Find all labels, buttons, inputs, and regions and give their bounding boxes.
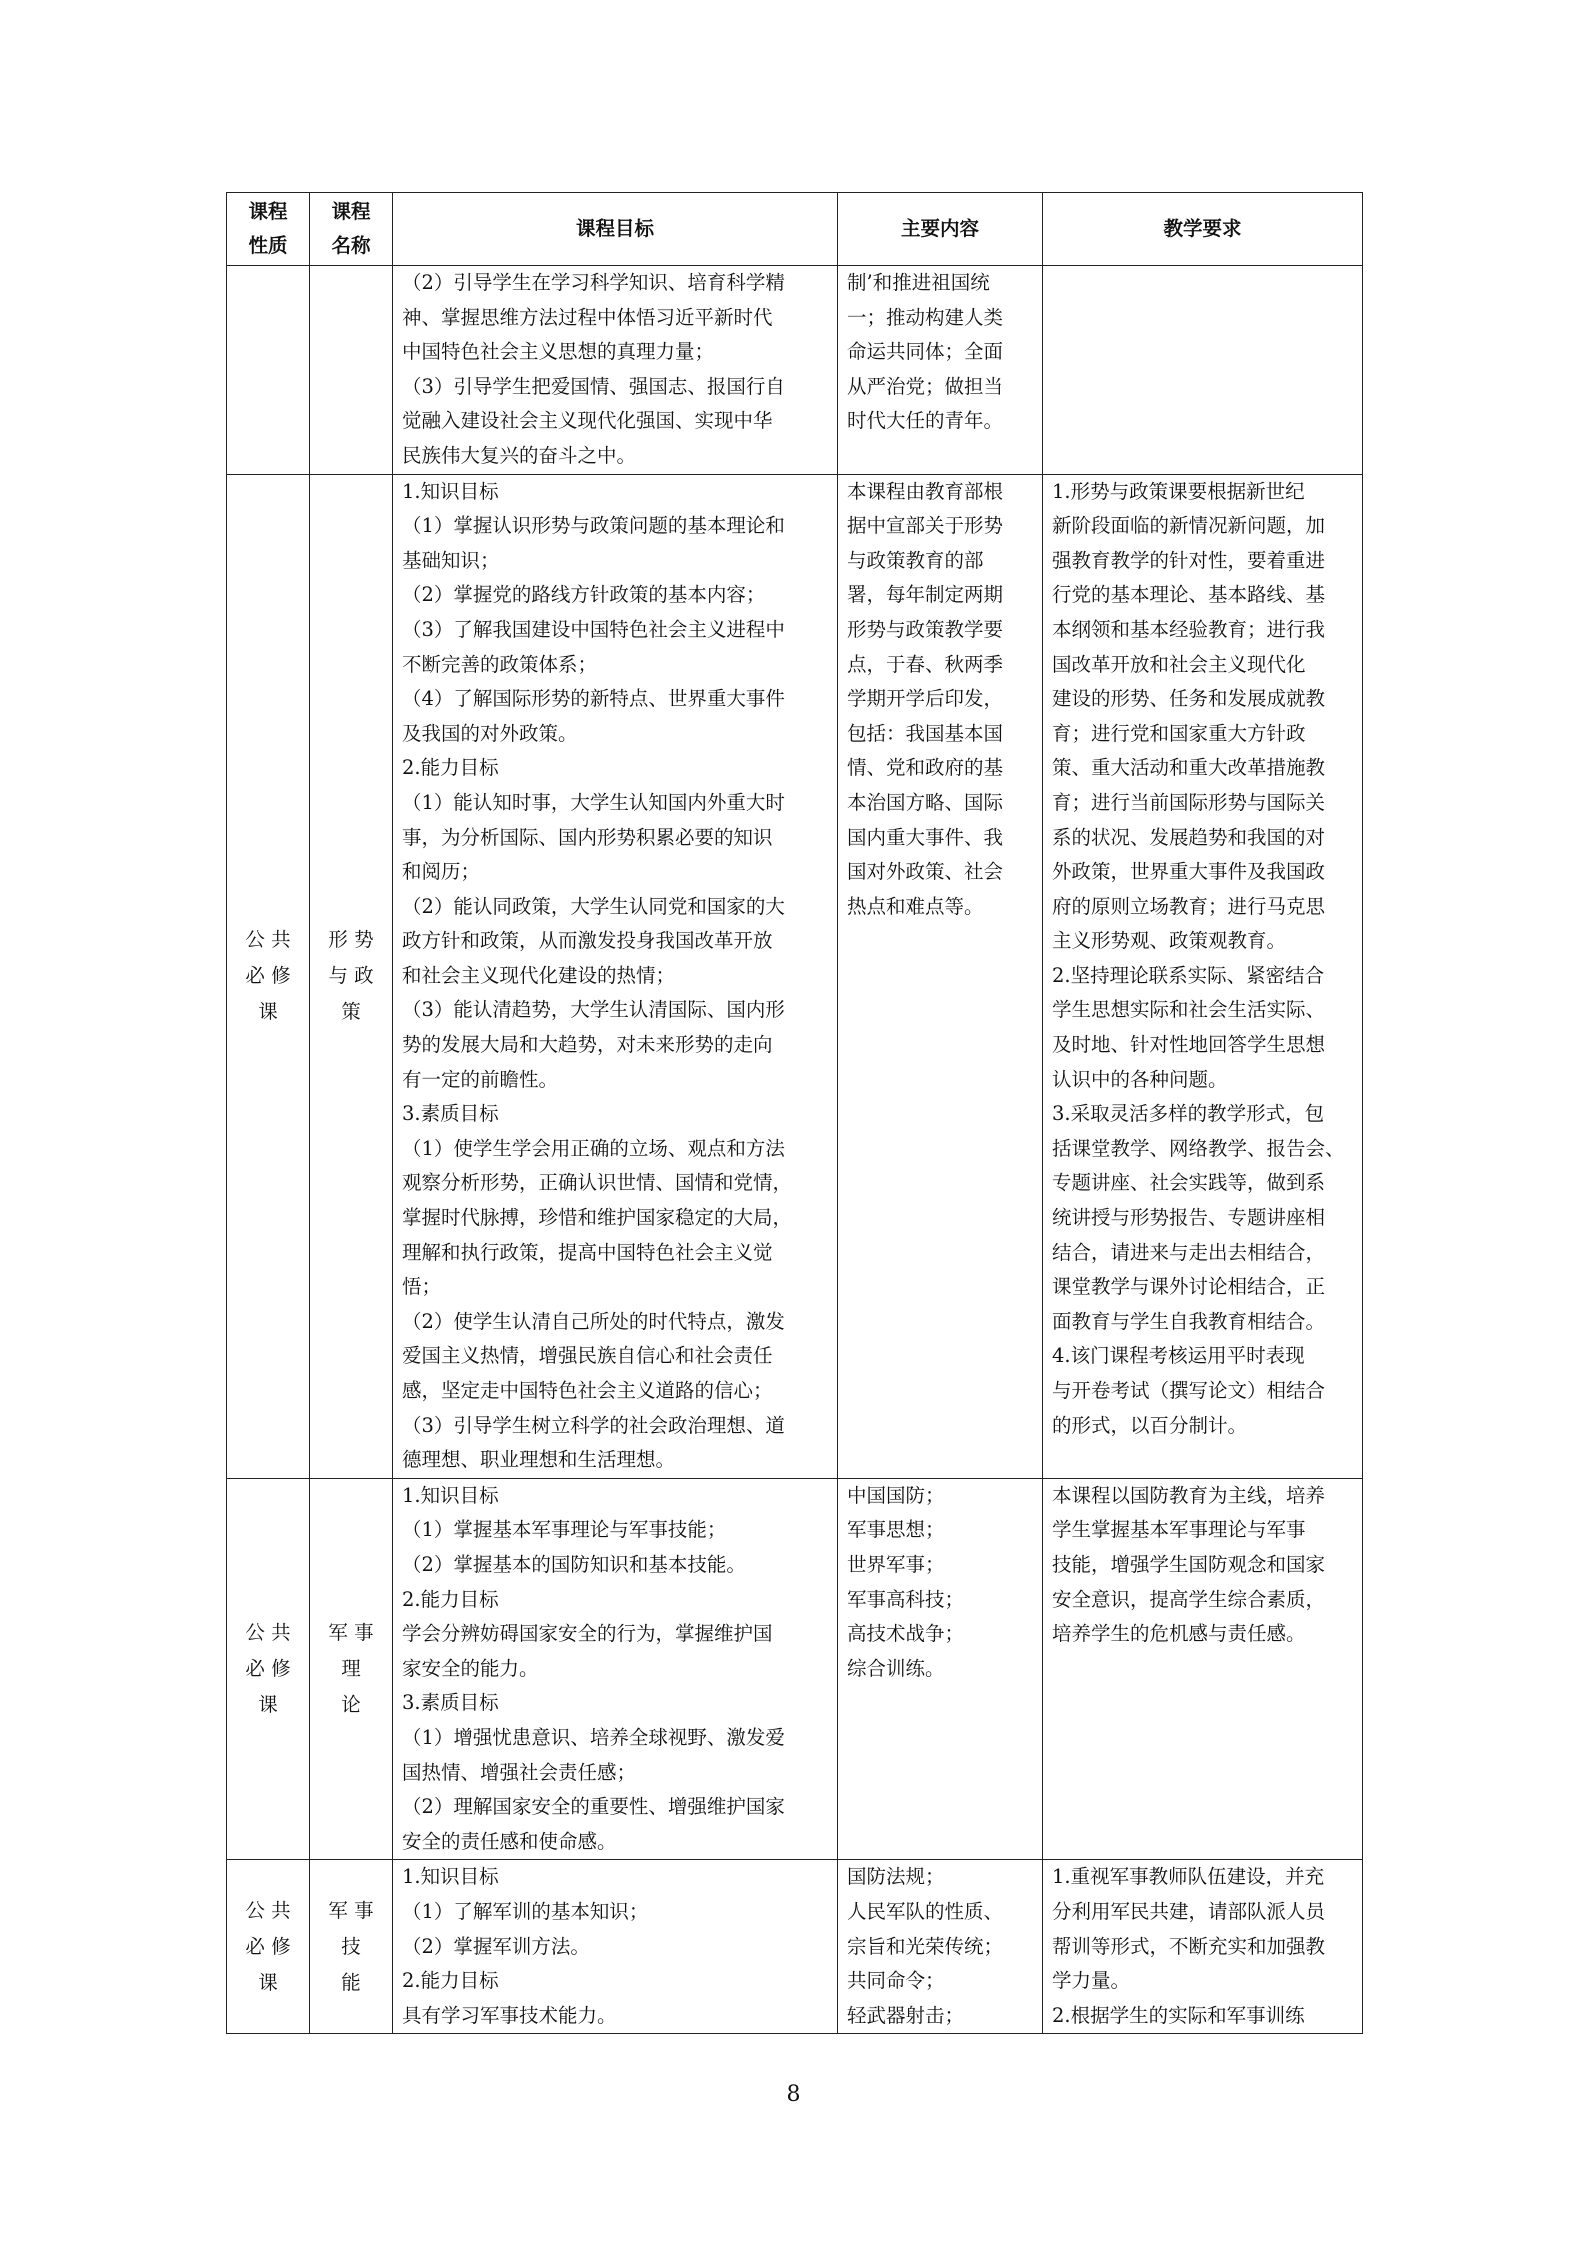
cell-line: 本课程由教育部根 bbox=[847, 479, 1004, 503]
cell-line: 公 共 bbox=[245, 1621, 291, 1645]
cell-line: 3.素质目标 bbox=[402, 1102, 499, 1126]
course-name-cell bbox=[310, 1860, 393, 2034]
cell-line: 1.知识目标 bbox=[402, 1865, 499, 1889]
cell-line: 强教育教学的针对性，要着重进 bbox=[1052, 548, 1326, 572]
cell-line: （3）能认清趋势，大学生认清国际、国内形 bbox=[402, 998, 785, 1022]
cell-line: 2.能力目标 bbox=[402, 756, 499, 780]
table-row bbox=[227, 266, 1363, 475]
cell-line: 轻武器射击； bbox=[847, 2003, 965, 2027]
cell-line: 国内重大事件、我 bbox=[847, 825, 1004, 849]
cell-line: 世界军事； bbox=[847, 1552, 945, 1576]
cell-line: （2）掌握党的路线方针政策的基本内容； bbox=[402, 583, 766, 607]
cell-line: 必 修 bbox=[245, 1657, 291, 1681]
cell-line: 学会分辨妨碍国家安全的行为，掌握维护国 bbox=[402, 1622, 773, 1646]
cell-line: 安全意识，提高学生综合素质， bbox=[1052, 1587, 1326, 1611]
cell-line: 有一定的前瞻性。 bbox=[402, 1067, 559, 1091]
cell-line: 中国国防； bbox=[847, 1483, 945, 1507]
cell-line: 公 共 bbox=[245, 1898, 291, 1922]
cell-line: 公 共 bbox=[245, 928, 291, 952]
cell-line: 形势与政策教学要 bbox=[847, 617, 1004, 641]
cell-line: 人民军队的性质、 bbox=[847, 1899, 1004, 1923]
cell-line: 2.根据学生的实际和军事训练 bbox=[1052, 2003, 1305, 2027]
cell-line: 一；推动构建人类 bbox=[847, 305, 1004, 329]
cell-line: （1）能认知时事，大学生认知国内外重大时 bbox=[402, 790, 785, 814]
cell-line: 技能，增强学生国防观念和国家 bbox=[1052, 1552, 1326, 1576]
cell-line: 府的原则立场教育；进行马克思 bbox=[1052, 894, 1326, 918]
cell-line: 外政策，世界重大事件及我国政 bbox=[1052, 860, 1326, 884]
cell-line: 3.素质目标 bbox=[402, 1691, 499, 1715]
cell-line: 命运共同体；全面 bbox=[847, 340, 1004, 364]
cell-line: 从严治党；做担当 bbox=[847, 374, 1004, 398]
cell-line: 军事高科技； bbox=[847, 1587, 965, 1611]
cell-line: 理 bbox=[341, 1657, 361, 1681]
cell-line: 德理想、职业理想和生活理想。 bbox=[402, 1448, 676, 1472]
main-content-cell bbox=[838, 266, 1043, 475]
course-table bbox=[226, 192, 1363, 2034]
table-row bbox=[227, 1478, 1363, 1860]
cell-line: （2）引导学生在学习科学知识、培育科学精 bbox=[402, 271, 785, 294]
cell-line: （2）使学生认清自己所处的时代特点，激发 bbox=[402, 1309, 785, 1333]
cell-line: 掌握时代脉搏，珍惜和维护国家稳定的大局， bbox=[402, 1206, 793, 1230]
cell-line: 3.采取灵活多样的教学形式，包 bbox=[1052, 1102, 1325, 1126]
table-row bbox=[227, 1860, 1363, 2034]
cell-line: 学生掌握基本军事理论与军事 bbox=[1052, 1518, 1306, 1542]
cell-line: 课堂教学与课外讨论相结合，正 bbox=[1052, 1275, 1326, 1299]
table-row bbox=[227, 474, 1363, 1478]
course-nature-cell bbox=[227, 1478, 310, 1860]
cell-line: 与开卷考试（撰写论文）相结合 bbox=[1052, 1379, 1326, 1402]
cell-line: （1）掌握认识形势与政策问题的基本理论和 bbox=[402, 514, 785, 538]
cell-line: 论 bbox=[341, 1693, 361, 1717]
header-course-nature: 课程 性质 bbox=[227, 193, 310, 266]
course-name-cell bbox=[310, 474, 393, 1478]
cell-line: 1.知识目标 bbox=[402, 1483, 499, 1507]
cell-line: 学力量。 bbox=[1052, 1969, 1131, 1993]
cell-line: （3）引导学生把爱国情、强国志、报国行自 bbox=[402, 374, 785, 398]
cell-line: 能 bbox=[341, 1970, 361, 1994]
page-number: 8 bbox=[786, 2082, 801, 2107]
cell-line: 必 修 bbox=[245, 964, 291, 988]
cell-line: 军事思想； bbox=[847, 1518, 945, 1542]
cell-line: 爱国主义热情，增强民族自信心和社会责任 bbox=[402, 1344, 773, 1368]
cell-line: 国改革开放和社会主义现代化 bbox=[1052, 652, 1306, 676]
cell-line: 1.形势与政策课要根据新世纪 bbox=[1052, 479, 1305, 503]
main-content-cell bbox=[838, 1860, 1043, 2034]
cell-line: 课 bbox=[258, 1000, 278, 1024]
course-name-cell bbox=[310, 1478, 393, 1860]
cell-line: 育；进行党和国家重大方针政 bbox=[1052, 721, 1306, 745]
cell-line: 建设的形势、任务和发展成就教 bbox=[1052, 687, 1326, 711]
cell-line: 理解和执行政策，提高中国特色社会主义觉 bbox=[402, 1240, 773, 1264]
cell-line: 时代大任的青年。 bbox=[847, 409, 1004, 433]
cell-line: （1）了解军训的基本知识； bbox=[402, 1899, 649, 1923]
cell-line: 本纲领和基本经验教育；进行我 bbox=[1052, 617, 1326, 641]
cell-line: 观察分析形势，正确认识世情、国情和党情， bbox=[402, 1171, 793, 1195]
cell-line: 1.知识目标 bbox=[402, 479, 499, 503]
cell-line: 政方针和政策，从而激发投身我国改革开放 bbox=[402, 929, 773, 953]
cell-line: 包括：我国基本国 bbox=[847, 721, 1004, 745]
cell-line: （1）增强忧患意识、培养全球视野、激发爱 bbox=[402, 1725, 785, 1749]
cell-line: 策、重大活动和重大改革措施教 bbox=[1052, 756, 1326, 780]
cell-line: 高技术战争； bbox=[847, 1622, 965, 1646]
cell-line: 系的状况、发展趋势和我国的对 bbox=[1052, 825, 1326, 849]
course-nature-cell bbox=[227, 266, 310, 475]
cell-line: 行党的基本理论、基本路线、基 bbox=[1052, 583, 1326, 607]
cell-line: 括课堂教学、网络教学、报告会、 bbox=[1052, 1136, 1345, 1160]
table-header-row bbox=[227, 193, 1363, 266]
cell-line: 国防法规； bbox=[847, 1865, 945, 1889]
course-goal-cell bbox=[393, 1478, 838, 1860]
cell-line: 基础知识； bbox=[402, 548, 500, 572]
cell-line: 形 势 bbox=[328, 928, 374, 952]
cell-line: 觉融入建设社会主义现代化强国、实现中华 bbox=[402, 409, 773, 433]
main-content-cell bbox=[838, 474, 1043, 1478]
cell-line: 帮训等形式，不断充实和加强教 bbox=[1052, 1934, 1326, 1958]
cell-line: 与 政 bbox=[328, 964, 374, 988]
cell-line: 统讲授与形势报告、专题讲座相 bbox=[1052, 1206, 1326, 1230]
cell-line: 国对外政策、社会 bbox=[847, 860, 1004, 884]
cell-line: 结合，请进来与走出去相结合， bbox=[1052, 1240, 1326, 1264]
teaching-requirement-cell bbox=[1043, 1478, 1363, 1860]
cell-line: （1）掌握基本军事理论与军事技能； bbox=[402, 1518, 727, 1542]
cell-line: 2.能力目标 bbox=[402, 1587, 499, 1611]
cell-line: 势的发展大局和大趋势，对未来形势的走向 bbox=[402, 1033, 773, 1057]
header-main-content: 主要内容 bbox=[838, 193, 1043, 266]
cell-line: 本课程以国防教育为主线，培养 bbox=[1052, 1483, 1326, 1507]
cell-line: （2）理解国家安全的重要性、增强维护国家 bbox=[402, 1795, 785, 1819]
cell-line: 中国特色社会主义思想的真理力量； bbox=[402, 340, 715, 364]
course-goal-cell bbox=[393, 474, 838, 1478]
cell-line: 署，每年制定两期 bbox=[847, 583, 1004, 607]
course-nature-cell bbox=[227, 1860, 310, 2034]
cell-line: 育；进行当前国际形势与国际关 bbox=[1052, 790, 1326, 814]
cell-line: 主义形势观、政策观教育。 bbox=[1052, 929, 1287, 953]
cell-line: 军 事 bbox=[328, 1898, 374, 1922]
cell-line: 策 bbox=[341, 1000, 361, 1024]
header-teaching-requirement: 教学要求 bbox=[1043, 193, 1363, 266]
header-course-name: 课程 名称 bbox=[310, 193, 393, 266]
cell-line: 和阅历； bbox=[402, 860, 481, 884]
cell-line: 分利用军民共建，请部队派人员 bbox=[1052, 1899, 1326, 1923]
cell-line: 课 bbox=[258, 1693, 278, 1717]
cell-line: 培养学生的危机感与责任感。 bbox=[1052, 1622, 1306, 1646]
cell-line: 热点和难点等。 bbox=[847, 894, 984, 918]
cell-line: 事，为分析国际、国内形势积累必要的知识 bbox=[402, 825, 773, 849]
cell-line: 感，坚定走中国特色社会主义道路的信心； bbox=[402, 1379, 773, 1402]
cell-line: 家安全的能力。 bbox=[402, 1656, 539, 1680]
cell-line: 制’和推进祖国统 bbox=[847, 271, 990, 294]
cell-line: 不断完善的政策体系； bbox=[402, 652, 598, 676]
cell-line: 及时地、针对性地回答学生思想 bbox=[1052, 1033, 1326, 1057]
cell-line: 技 bbox=[341, 1934, 361, 1958]
cell-line: 军 事 bbox=[328, 1621, 374, 1645]
course-name-cell bbox=[310, 266, 393, 475]
header-course-goal: 课程目标 bbox=[393, 193, 838, 266]
cell-line: 安全的责任感和使命感。 bbox=[402, 1829, 617, 1853]
cell-line: 课 bbox=[258, 1970, 278, 1994]
course-nature-cell bbox=[227, 474, 310, 1478]
cell-line: 本治国方略、国际 bbox=[847, 790, 1004, 814]
cell-line: 学期开学后印发， bbox=[847, 687, 1004, 711]
cell-line: 专题讲座、社会实践等，做到系 bbox=[1052, 1171, 1326, 1195]
cell-line: 1.重视军事教师队伍建设，并充 bbox=[1052, 1865, 1325, 1889]
cell-line: 具有学习军事技术能力。 bbox=[402, 2003, 617, 2027]
cell-line: （3）引导学生树立科学的社会政治理想、道 bbox=[402, 1413, 785, 1437]
main-content-cell bbox=[838, 1478, 1043, 1860]
teaching-requirement-cell bbox=[1043, 266, 1363, 475]
cell-line: 及我国的对外政策。 bbox=[402, 721, 578, 745]
cell-line: （2）掌握军训方法。 bbox=[402, 1934, 590, 1958]
cell-line: 的形式，以百分制计。 bbox=[1052, 1413, 1248, 1437]
cell-line: 必 修 bbox=[245, 1934, 291, 1958]
cell-line: 悟； bbox=[402, 1275, 442, 1299]
cell-line: 国热情、增强社会责任感； bbox=[402, 1760, 637, 1784]
cell-line: 共同命令； bbox=[847, 1969, 945, 1993]
cell-line: 新阶段面临的新情况新问题，加 bbox=[1052, 514, 1326, 538]
cell-line: 认识中的各种问题。 bbox=[1052, 1067, 1228, 1091]
cell-line: 2.坚持理论联系实际、紧密结合 bbox=[1052, 963, 1325, 987]
cell-line: 学生思想实际和社会生活实际、 bbox=[1052, 998, 1326, 1022]
teaching-requirement-cell bbox=[1043, 474, 1363, 1478]
cell-line: 点，于春、秋两季 bbox=[847, 652, 1004, 676]
cell-line: （3）了解我国建设中国特色社会主义进程中 bbox=[402, 617, 785, 641]
cell-line: 宗旨和光荣传统； bbox=[847, 1934, 1004, 1958]
course-goal-cell bbox=[393, 1860, 838, 2034]
cell-line: 情、党和政府的基 bbox=[847, 756, 1004, 780]
cell-line: 和社会主义现代化建设的热情； bbox=[402, 963, 676, 987]
cell-line: 与政策教育的部 bbox=[847, 548, 984, 572]
cell-line: （2）掌握基本的国防知识和基本技能。 bbox=[402, 1552, 746, 1576]
cell-line: （4）了解国际形势的新特点、世界重大事件 bbox=[402, 687, 785, 711]
teaching-requirement-cell bbox=[1043, 1860, 1363, 2034]
cell-line: （2）能认同政策，大学生认同党和国家的大 bbox=[402, 894, 785, 918]
cell-line: 2.能力目标 bbox=[402, 1969, 499, 1993]
cell-line: 4.该门课程考核运用平时表现 bbox=[1052, 1344, 1305, 1368]
cell-line: （1）使学生学会用正确的立场、观点和方法 bbox=[402, 1136, 785, 1160]
cell-line: 神、掌握思维方法过程中体悟习近平新时代 bbox=[402, 305, 773, 329]
course-goal-cell bbox=[393, 266, 838, 475]
cell-line: 据中宣部关于形势 bbox=[847, 514, 1004, 538]
cell-line: 面教育与学生自我教育相结合。 bbox=[1052, 1309, 1326, 1333]
cell-line: 民族伟大复兴的奋斗之中。 bbox=[402, 443, 637, 467]
cell-line: 综合训练。 bbox=[847, 1656, 945, 1680]
